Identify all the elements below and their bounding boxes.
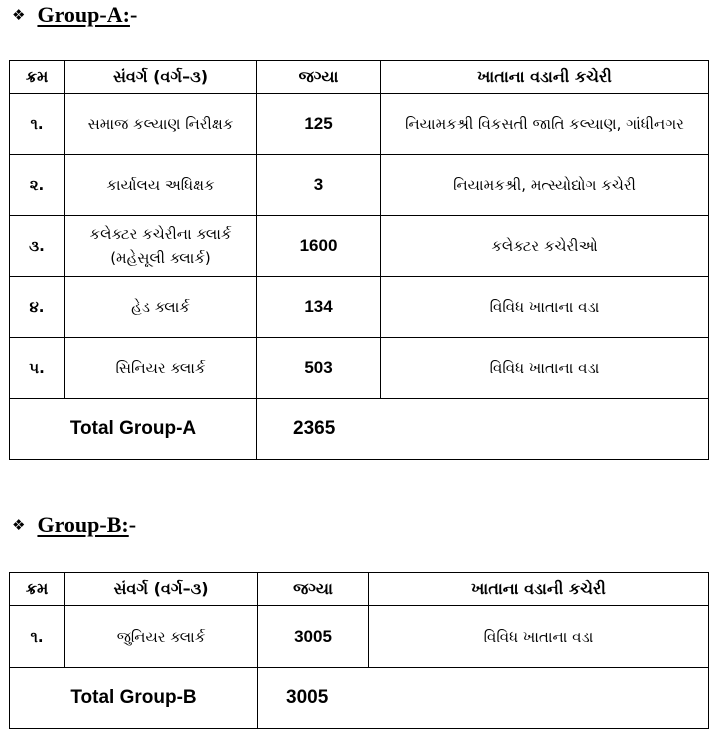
- group-a-heading: [12, 2, 137, 28]
- column-header-serial: ક્રમ: [10, 573, 65, 606]
- table-header-row: [10, 61, 709, 94]
- diamond-bullet-icon: ❖: [12, 516, 26, 534]
- total-empty-cell: [369, 668, 709, 729]
- total-value: 2365: [257, 399, 381, 460]
- group-a-title: Group-A:: [37, 2, 130, 27]
- cell-serial: ૧.: [10, 606, 65, 668]
- column-header-posts: જગ્યા: [257, 61, 381, 94]
- cell-serial: ૫.: [10, 338, 65, 399]
- cell-posts: 134: [257, 277, 381, 338]
- cell-office: નિયામકશ્રી વિકસતી જાતિ કલ્યાણ, ગાંધીનગર: [381, 94, 709, 155]
- cell-office: કલેક્ટર કચેરીઓ: [381, 216, 709, 277]
- table-header-row: [10, 573, 709, 606]
- total-label: Total Group-A: [10, 399, 257, 460]
- table-row: [10, 216, 709, 277]
- table-row: [10, 338, 709, 399]
- total-row: [10, 399, 709, 460]
- column-header-office: ખાતાના વડાની કચેરી: [381, 61, 709, 94]
- cell-cadre: કલેક્ટર કચેરીના ક્લાર્ક (મહેસૂલી ક્લાર્ક): [65, 216, 257, 277]
- cell-office: વિવિધ ખાતાના વડા: [369, 606, 709, 668]
- table-row: [10, 94, 709, 155]
- cell-cadre: સમાજ કલ્યાણ નિરીક્ષક: [65, 94, 257, 155]
- cell-serial: ૧.: [10, 94, 65, 155]
- total-row: [10, 668, 709, 729]
- cell-office: નિયામકશ્રી, મત્સ્યોદ્યોગ કચેરી: [381, 155, 709, 216]
- cell-posts: 1600: [257, 216, 381, 277]
- group-b-heading: [12, 512, 136, 538]
- column-header-serial: ક્રમ: [10, 61, 65, 94]
- group-b-title: Group-B:: [37, 512, 129, 537]
- group-a-table: [9, 60, 709, 460]
- cell-office: વિવિધ ખાતાના વડા: [381, 338, 709, 399]
- group-b-title-suffix: -: [128, 512, 137, 537]
- group-b-table: [9, 572, 709, 729]
- table-row: [10, 606, 709, 668]
- diamond-bullet-icon: ❖: [12, 6, 26, 24]
- cell-posts: 503: [257, 338, 381, 399]
- column-header-cadre: સંવર્ગ (વર્ગ–૩): [65, 573, 258, 606]
- table-row: [10, 155, 709, 216]
- cell-serial: ૨.: [10, 155, 65, 216]
- table-row: [10, 277, 709, 338]
- cell-posts: 125: [257, 94, 381, 155]
- column-header-office: ખાતાના વડાની કચેરી: [369, 573, 709, 606]
- cell-cadre: કાર્યાલય અધિક્ષક: [65, 155, 257, 216]
- cell-posts: 3: [257, 155, 381, 216]
- total-value: 3005: [258, 668, 369, 729]
- cell-office: વિવિધ ખાતાના વડા: [381, 277, 709, 338]
- cell-serial: ૪.: [10, 277, 65, 338]
- group-a-title-suffix: -: [129, 2, 138, 27]
- total-label: Total Group-B: [10, 668, 258, 729]
- total-empty-cell: [381, 399, 709, 460]
- cell-posts: 3005: [258, 606, 369, 668]
- column-header-posts: જગ્યા: [258, 573, 369, 606]
- cell-cadre: સિનિયર ક્લાર્ક: [65, 338, 257, 399]
- cell-cadre: હેડ ક્લાર્ક: [65, 277, 257, 338]
- cell-serial: ૩.: [10, 216, 65, 277]
- cell-cadre: જુનિયર ક્લાર્ક: [65, 606, 258, 668]
- column-header-cadre: સંવર્ગ (વર્ગ–૩): [65, 61, 257, 94]
